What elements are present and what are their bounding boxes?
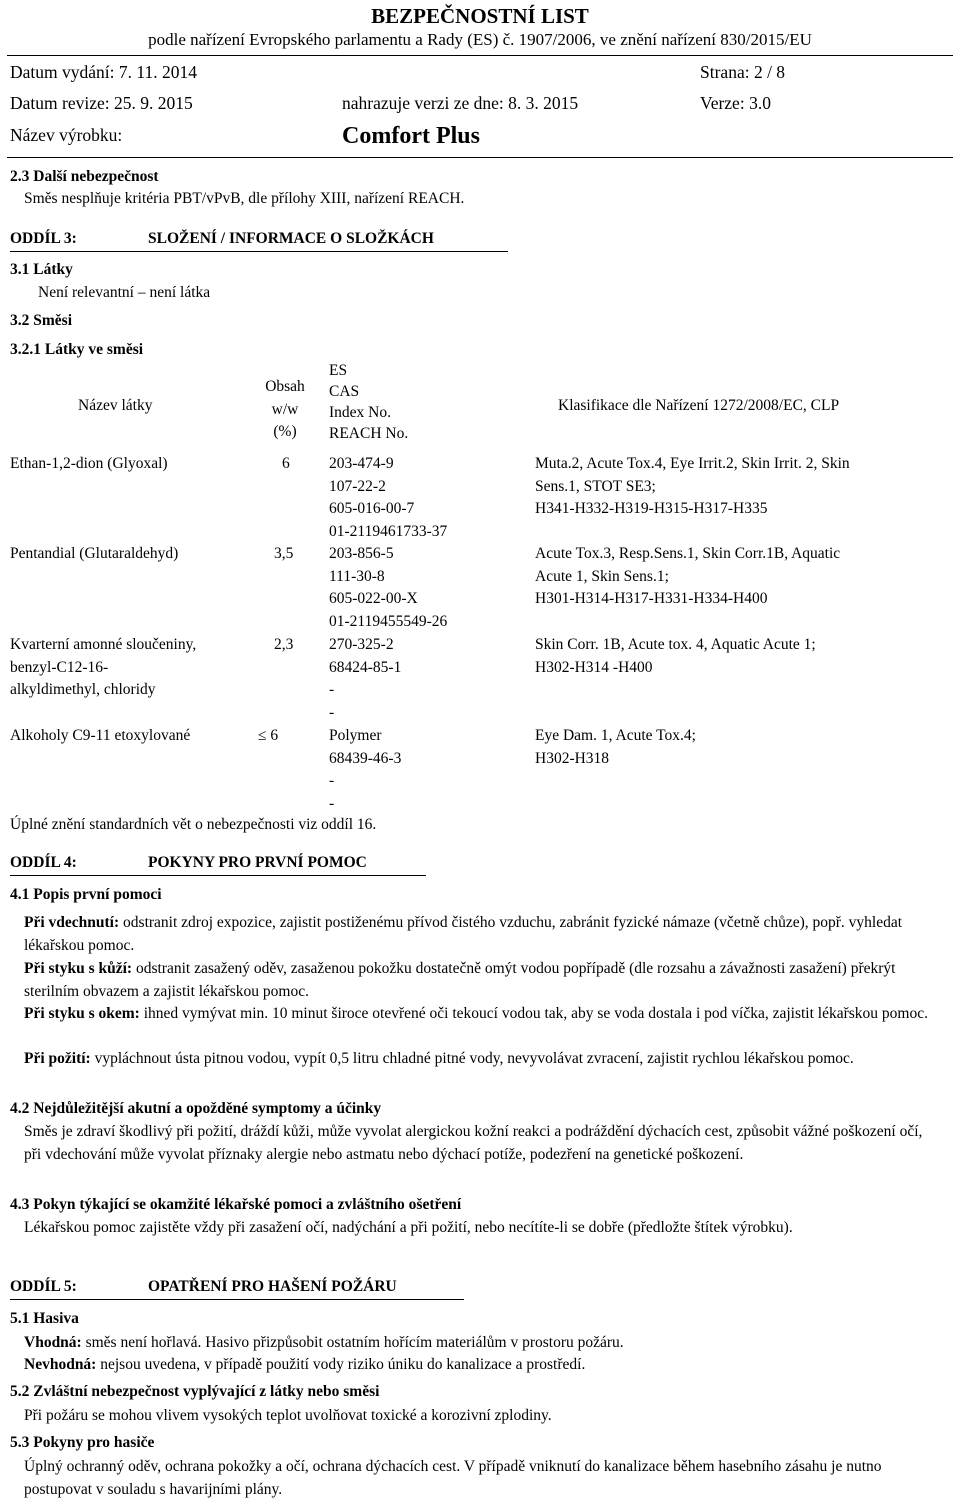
document-title: BEZPEČNOSTNÍ LIST — [371, 4, 589, 28]
section-4-label: ODDÍL 4: — [10, 854, 77, 871]
table-row — [10, 543, 178, 566]
table-row — [10, 453, 168, 476]
section-5-underline — [10, 1299, 464, 1300]
substance-ids: 203-474-9 107-22-2 605-016-00-7 01-2119461733-37 — [329, 455, 448, 540]
table-row — [10, 725, 190, 748]
substance-content: 6 — [282, 455, 290, 472]
section-5-label: ODDÍL 5: — [10, 1278, 77, 1295]
section-4-title: POKYNY PRO PRVNÍ POMOC — [148, 854, 367, 871]
section-4-3-heading: 4.3 Pokyn týkající se okamžité lékařské pomoci a zvláštního ošetření — [10, 1196, 462, 1213]
section-2-3-text: Směs nesplňuje kritéria PBT/vPvB, dle přílohy XIII, nařízení REACH. — [24, 190, 465, 207]
replaces-version: nahrazuje verzi ze dne: 8. 3. 2015 — [342, 93, 579, 113]
section-4-3-text: Lékařskou pomoc zajistěte vždy při zasažení očí, nadýchání a při požití, nebo necítíte-li se dobře (předložte štítek výrobku). — [24, 1219, 793, 1236]
substance-ids: Polymer 68439-46-3 - - — [329, 727, 402, 812]
product-label: Název výrobku: — [10, 125, 123, 145]
substance-content: 3,5 — [274, 545, 294, 562]
section-5-3-heading: 5.3 Pokyny pro hasiče — [10, 1434, 155, 1451]
section-4-underline — [10, 875, 426, 876]
substance-content: 2,3 — [274, 636, 294, 653]
section-2-3-heading: 2.3 Další nebezpečnost — [10, 168, 159, 185]
issue-date: Datum vydání: 7. 11. 2014 — [10, 62, 197, 82]
section-5-title: OPATŘENÍ PRO HAŠENÍ POŽÁRU — [148, 1278, 397, 1295]
section-5-1-heading: 5.1 Hasiva — [10, 1310, 79, 1327]
table-header-content: Obsah w/w (%) — [265, 378, 305, 440]
section-5-2-heading: 5.2 Zvláštní nebezpečnost vyplývající z látky nebo směsi — [10, 1383, 380, 1400]
first-aid-ingestion: Při požití: vypláchnout ústa pitnou vodou, vypít 0,5 litru chladné pitné vody, nevyvolávat zvracení, zajistit rychlou lékařskou pomoc. — [24, 1050, 854, 1067]
header-divider-bottom — [7, 157, 953, 158]
table-header-name: Název látky — [78, 397, 153, 414]
extinguisher-suitable: Vhodná: směs není hořlavá. Hasivo přizpůsobit ostatním hořícím materiálům v prostoru požáru. — [24, 1334, 624, 1351]
section-3-2-1-heading: 3.2.1 Látky ve směsi — [10, 341, 144, 358]
substance-ids: 203-856-5 111-30-8 605-022-00-X 01-2119455549-26 — [329, 545, 448, 630]
substance-content: ≤ 6 — [258, 727, 279, 744]
section-4-2-text: Směs je zdraví škodlivý při požití, dráždí kůži, může vyvolat alergickou kožní reakci a podráždění dýchacích cest, způsobit vážné poškození očí, při vdechování může vyvolat příznaky alergie nebo astmatu nebo dýchací potíže, podezření na genetické poškození. — [24, 1123, 923, 1163]
first-aid-label: Při styku s okem: — [24, 1005, 140, 1022]
section-3-underline — [10, 251, 508, 252]
section-4-2-heading: 4.2 Nejdůležitější akutní a opožděné symptomy a účinky — [10, 1100, 382, 1117]
first-aid-label: Při vdechnutí: — [24, 914, 120, 931]
substance-classification: Muta.2, Acute Tox.4, Eye Irrit.2, Skin Irrit. 2, Skin Sens.1, STOT SE3; H341-H332-H319-H315-H317-H335 — [535, 455, 850, 517]
product-name: Comfort Plus — [342, 123, 480, 149]
first-aid-inhalation: Při vdechnutí: odstranit zdroj expozice, zajistit postiženému přívod čistého vzduchu, zabránit fyzické námaze (včetně chůze), popř. vyhledat lékařskou pomoc. — [24, 914, 903, 954]
section-5-2-text: Při požáru se mohou vlivem vysokých teplot uvolňovat toxické a korozivní zplodiny. — [24, 1407, 552, 1424]
section-5-3-text: Úplný ochranný oděv, ochrana pokožky a očí, ochrana dýchacích cest. V případě vniknutí do kanalizace během hasebního zásahu je nutno postupovat v souladu s havarijními plány. — [24, 1458, 882, 1498]
substance-classification: Acute Tox.3, Resp.Sens.1, Skin Corr.1B, Aquatic Acute 1, Skin Sens.1; H301-H314-H317-H331-H334-H400 — [535, 545, 841, 607]
section-3-label: ODDÍL 3: — [10, 230, 77, 247]
section-3-title: SLOŽENÍ / INFORMACE O SLOŽKÁCH — [148, 230, 434, 247]
extinguisher-unsuitable: Nevhodná: nejsou uvedena, v případě použití vody riziko úniku do kanalizace a prostředí. — [24, 1356, 586, 1373]
first-aid-label: Při styku s kůží: — [24, 960, 133, 977]
table-header-classification: Klasifikace dle Nařízení 1272/2008/EC, CLP — [558, 397, 840, 414]
substance-name: Pentandial (Glutaraldehyd) — [10, 545, 179, 562]
substance-classification: Skin Corr. 1B, Acute tox. 4, Aquatic Acute 1; H302-H314 -H400 — [535, 636, 816, 676]
table-footnote: Úplné znění standardních vět o nebezpečnosti viz oddíl 16. — [10, 816, 377, 833]
first-aid-eyes: Při styku s okem: ihned vymývat min. 10 minut široce otevřené oči tekoucí vodou tak, aby se voda dostala i pod víčka, zajistit lékařskou pomoc. — [24, 1005, 928, 1022]
first-aid-label: Při požití: — [24, 1050, 91, 1067]
table-header-ids: ES CAS Index No. REACH No. — [329, 362, 409, 442]
regulation-subtitle: podle nařízení Evropského parlamentu a Rady (ES) č. 1907/2006, ve znění nařízení 830/2015/EU — [148, 30, 812, 49]
section-3-1-text: Není relevantní – není látka — [38, 284, 211, 301]
revision-date: Datum revize: 25. 9. 2015 — [10, 93, 193, 113]
substance-name: Ethan-1,2-dion (Glyoxal) — [10, 455, 168, 472]
substance-ids: 270-325-2 68424-85-1 - - — [329, 636, 402, 721]
version: Verze: 3.0 — [700, 93, 771, 113]
header-divider-top — [7, 55, 953, 56]
page-number: Strana: 2 / 8 — [700, 62, 786, 82]
first-aid-skin: Při styku s kůží: odstranit zasažený oděv, zasaženou pokožku dostatečně omýt vodou popřípadě (dle rozsahu a závažnosti zasažení) překrýt sterilním obvazem a zajistit lékařskou pomoc. — [24, 960, 896, 1000]
substance-name: Kvarterní amonné sloučeniny, — [10, 636, 197, 653]
substance-name: Alkoholy C9-11 etoxylované — [10, 727, 191, 744]
section-3-1-heading: 3.1 Látky — [10, 261, 73, 278]
section-3-2-heading: 3.2 Směsi — [10, 312, 72, 329]
table-row: Kvarterní amonné sloučeniny, benzyl-C12-16- alkyldimethyl, chloridy — [10, 636, 197, 698]
substance-classification: Eye Dam. 1, Acute Tox.4; H302-H318 — [535, 727, 696, 767]
section-4-1-heading: 4.1 Popis první pomoci — [10, 886, 162, 903]
